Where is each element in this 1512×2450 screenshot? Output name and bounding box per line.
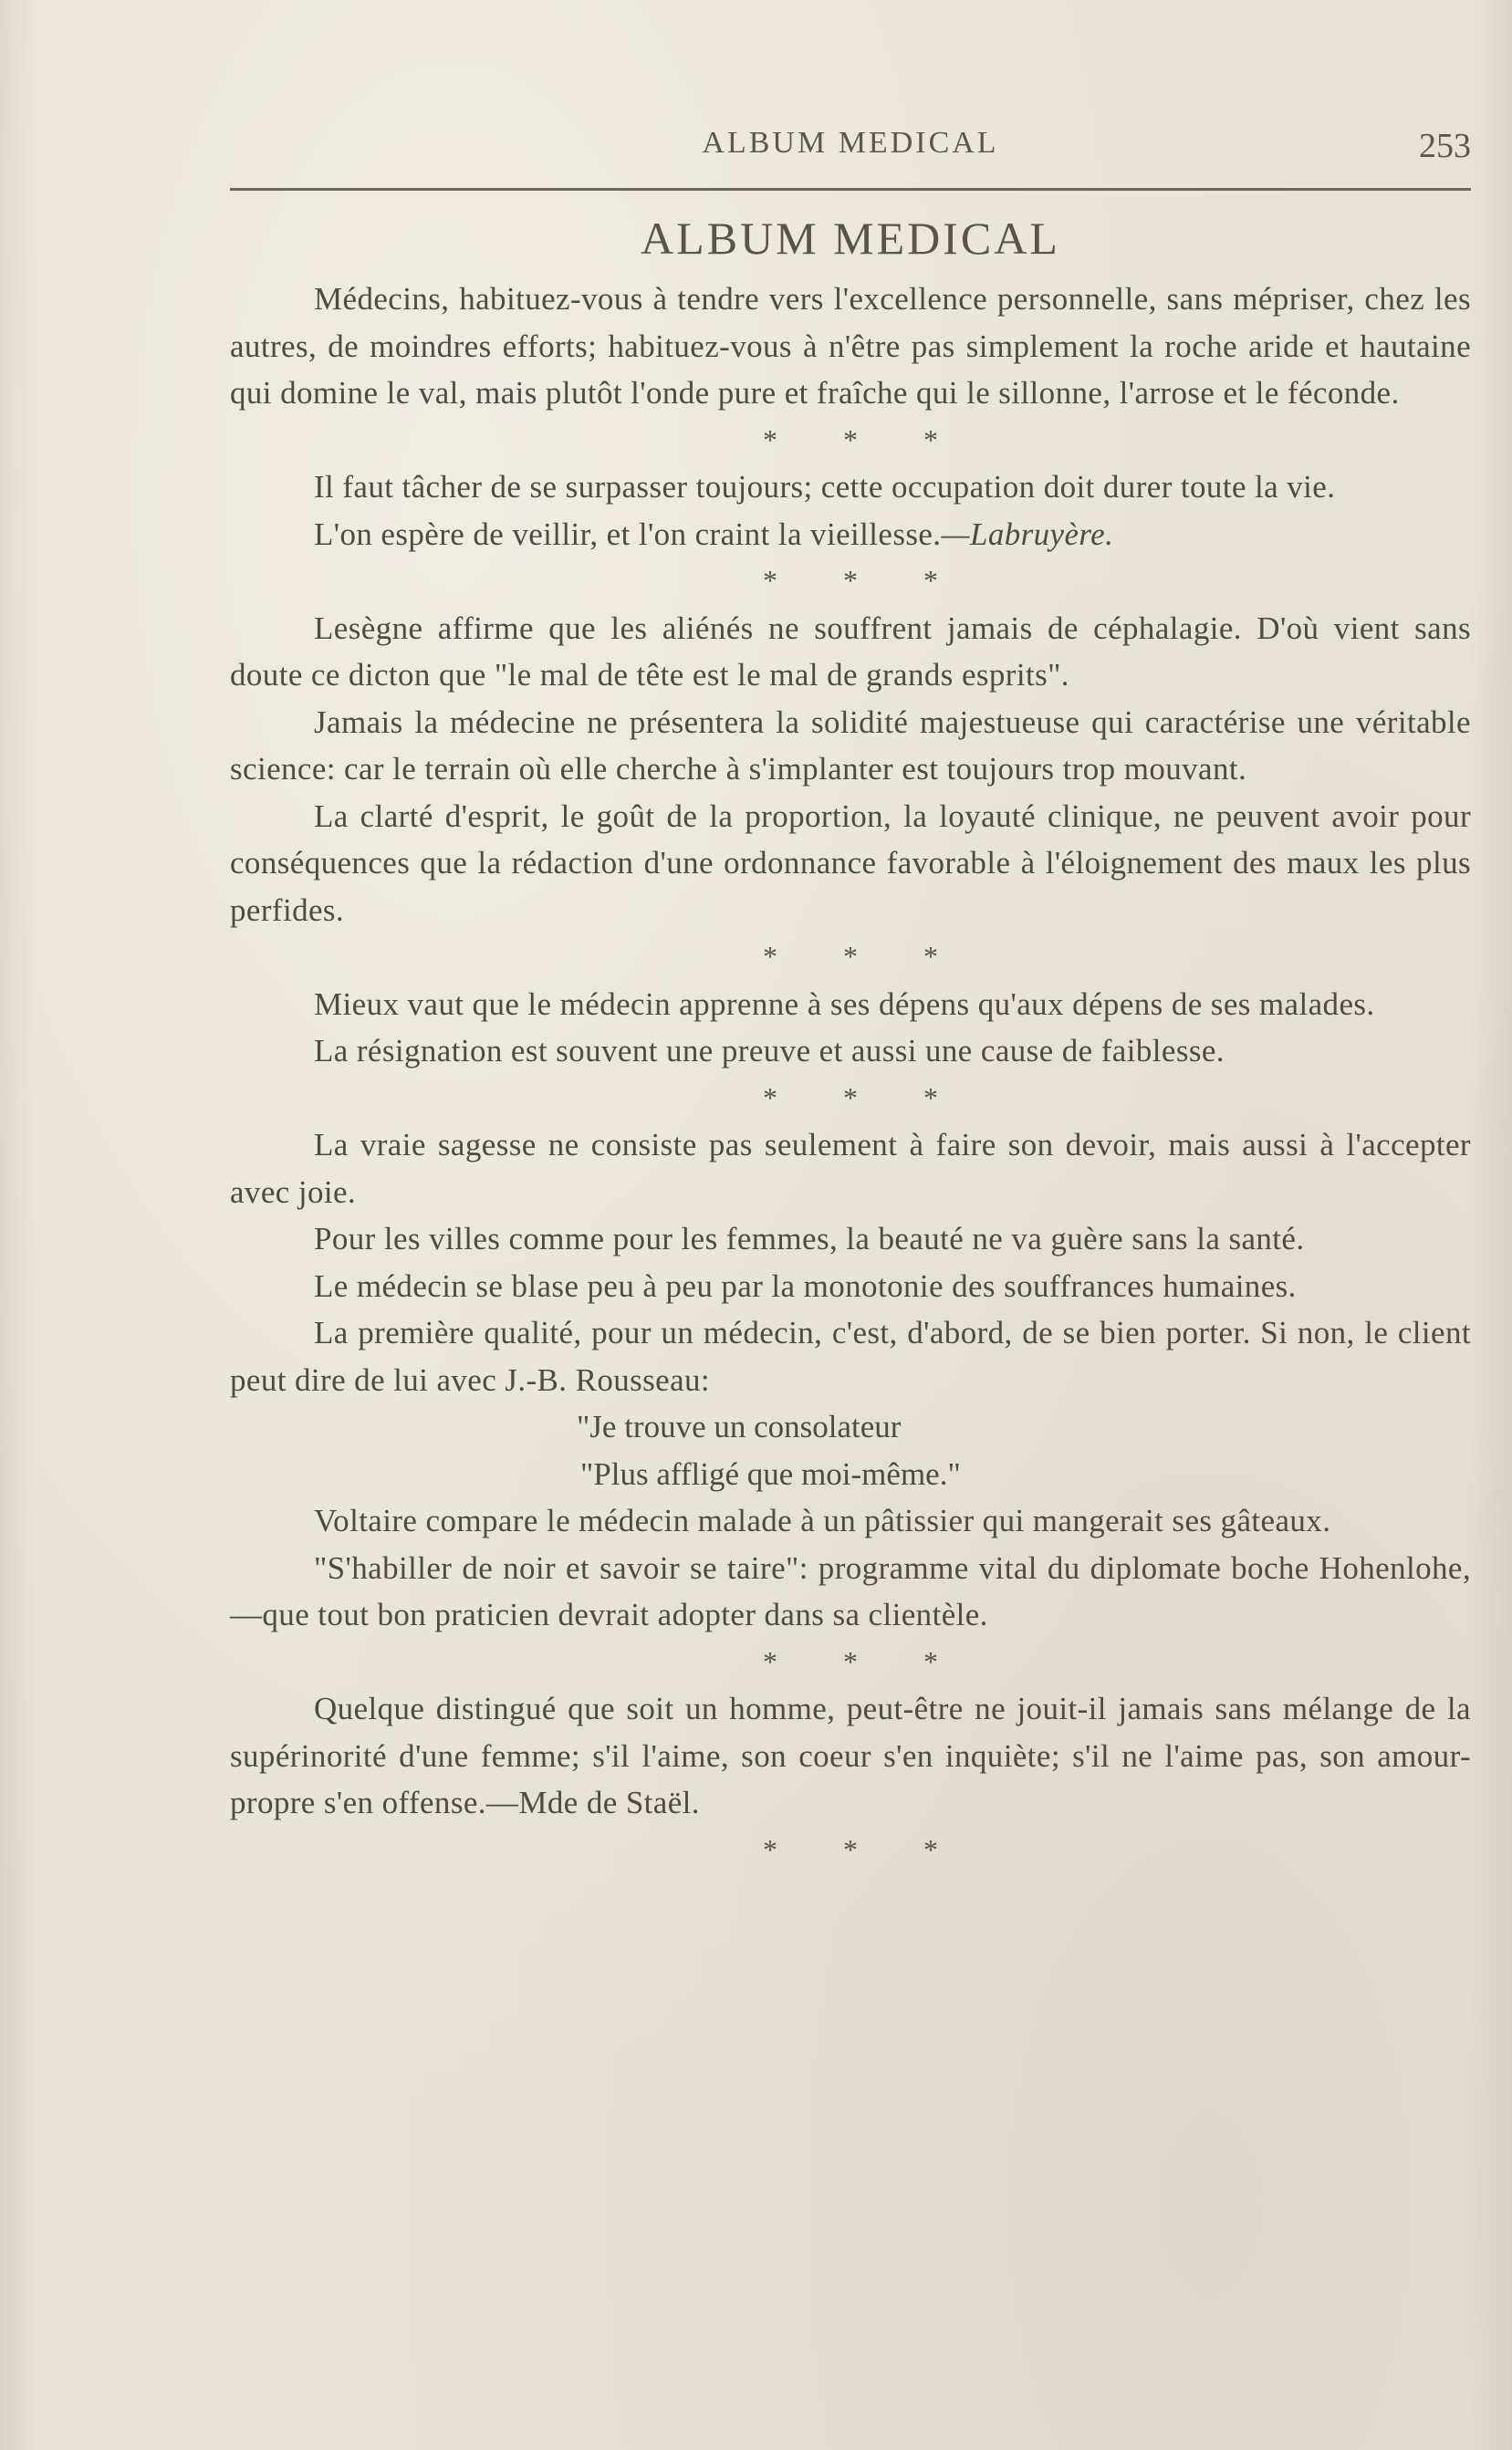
paragraph: Jamais la médecine ne présentera la solidité majestueuse qui caractérise une véritable science: car le terrain où elle cherche à s'implanter est toujours trop mouvant. — [230, 704, 1471, 787]
paragraph: Lesègne affirme que les aliénés ne souffrent jamais de céphalagie. D'où vient sans doute ce dicton que "le mal de tête est le mal de grands esprits". — [230, 610, 1471, 693]
paragraph: La vraie sagesse ne consiste pas seulement à faire son devoir, mais aussi à l'accepter avec joie. — [230, 1127, 1471, 1210]
article-title: ALBUM MEDICAL — [641, 213, 1060, 264]
paragraph: Le médecin se blase peu à peu par la monotonie des souffrances humaines. — [314, 1267, 1297, 1304]
separator: * * * — [763, 564, 967, 597]
verse-line: "Je trouve un consolateur — [577, 1409, 902, 1444]
paragraph: La clarté d'esprit, le goût de la proportion, la loyauté clinique, ne peuvent avoir pour conséquences que la rédaction d'une ordonnance favorable à l'éloignement des maux les plus perfides. — [230, 798, 1471, 928]
attribution: —Labruyère. — [941, 516, 1114, 552]
paragraph: "S'habiller de noir et savoir se taire": programme vital du diplomate boche Hohenlohe,—que tout bon praticien devrait adopter dans sa clientèle. — [230, 1549, 1471, 1632]
running-title: ALBUM MEDICAL — [702, 126, 999, 160]
page-number: 253 — [1419, 127, 1471, 165]
paragraph: Quelque distingué que soit un homme, peut-être ne jouit-il jamais sans mélange de la supérinorité d'une femme; s'il l'aime, son coeur s'en inquiète; s'il ne l'aime pas, son amour-propre s'en offense.—Mde de Staël. — [230, 1691, 1471, 1820]
article-body — [230, 208, 1471, 1873]
paragraph — [230, 511, 1471, 558]
separator: * * * — [763, 1080, 967, 1114]
paragraph: Mieux vaut que le médecin apprenne à ses dépens qu'aux dépens de ses malades. — [314, 985, 1375, 1022]
separator: * * * — [763, 422, 967, 456]
paragraph: Il faut tâcher de se surpasser toujours; cette occupation doit durer toute la vie. — [314, 469, 1336, 505]
verse-line: "Plus affligé que moi-même." — [580, 1455, 961, 1492]
running-header — [230, 126, 1471, 173]
separator: * * * — [763, 1644, 967, 1678]
paragraph: Médecins, habituez-vous à tendre vers l'excellence personnelle, sans mépriser, chez les autres, de moindres efforts; habituez-vous à n'être pas simplement la roche aride et hautaine qui domine le val, mais plutôt l'onde pure et fraîche qui le sillonne, l'arrose et le féconde. — [230, 281, 1471, 411]
paragraph: Voltaire compare le médecin malade à un pâtissier qui mangerait ses gâteaux. — [314, 1503, 1331, 1538]
paragraph: La première qualité, pour un médecin, c'est, d'abord, de se bien porter. Si non, le client peut dire de lui avec J.-B. Rousseau: — [230, 1315, 1471, 1398]
separator: * * * — [763, 940, 967, 973]
header-rule — [230, 188, 1471, 191]
separator: * * * — [763, 1832, 967, 1866]
quote-text: L'on espère de veillir, et l'on craint la vieillesse. — [314, 516, 942, 552]
paragraph: La résignation est souvent une preuve et aussi une cause de faiblesse. — [314, 1033, 1225, 1069]
paragraph: Pour les villes comme pour les femmes, la beauté ne va guère sans la santé. — [314, 1221, 1305, 1256]
